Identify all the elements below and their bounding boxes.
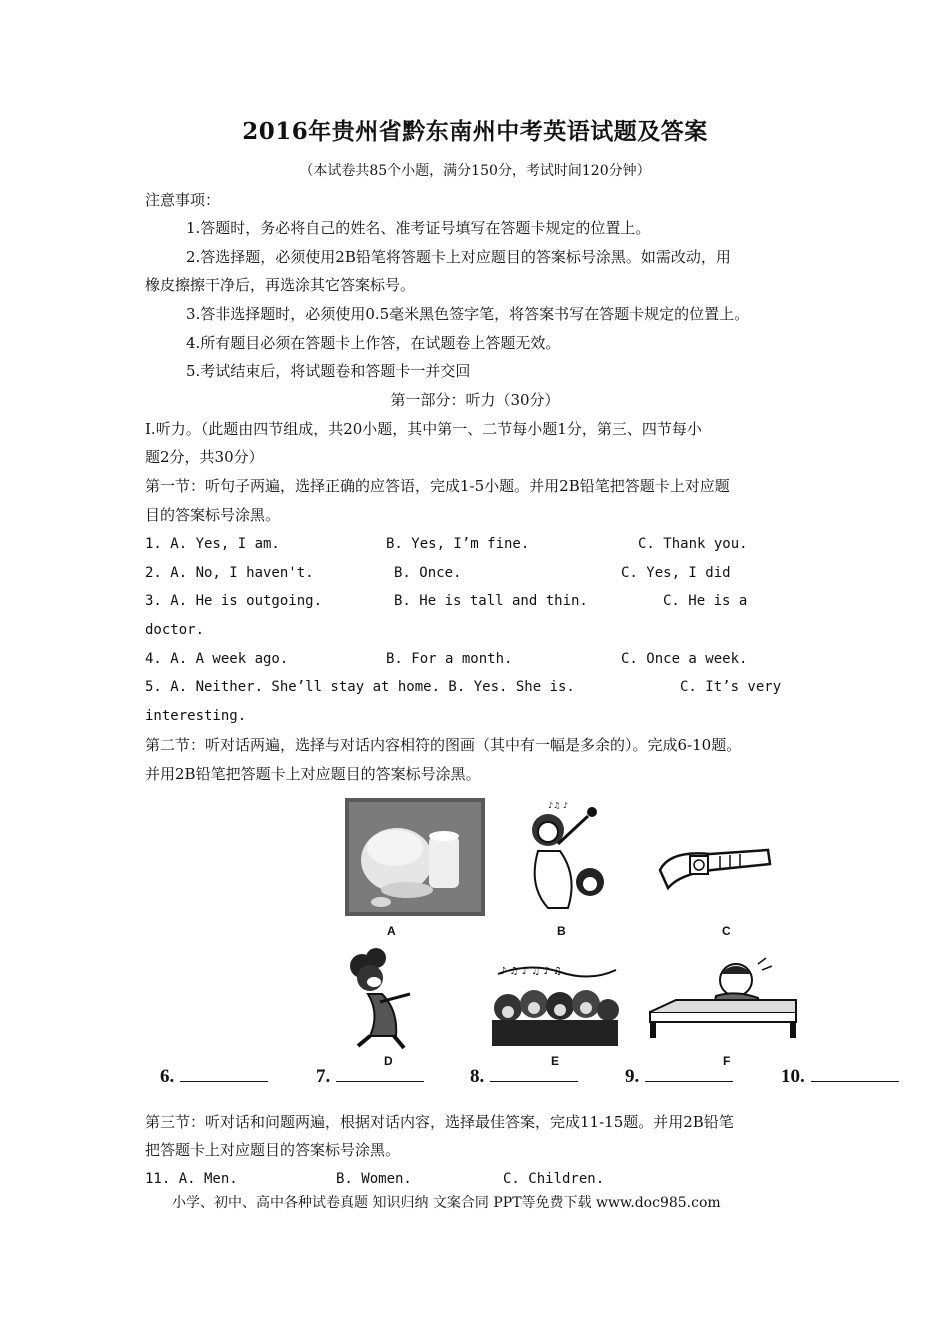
section-intro: Ⅰ.听力。（此题由四节组成，共20小题，其中第一、二节每小题1分，第三、四节每小 <box>145 420 702 438</box>
sec1-intro: 第一节：听句子两遍，选择正确的应答语，完成1-5小题。并用2B铅笔把答题卡上对应题 <box>145 477 730 495</box>
blank-number: 7. <box>316 1066 331 1087</box>
svg-text:♪ ♫ ♪ ♫ ♪ ♫: ♪ ♫ ♪ ♫ ♪ ♫ <box>500 966 562 977</box>
picture-e-choir <box>490 962 620 1048</box>
answer-blank-9[interactable] <box>625 1066 733 1088</box>
q11-option-b: B. Women. <box>336 1171 412 1187</box>
blank-number: 6. <box>160 1066 175 1087</box>
q4-option-a: 4. A. A week ago. <box>145 651 289 667</box>
picture-label: E <box>551 1054 560 1068</box>
q3-option-c-cont: doctor. <box>145 622 205 638</box>
q11-option-a: 11. A. Men. <box>145 1171 238 1187</box>
sec2-intro: 第二节：听对话两遍，选择与对话内容相符的图画（其中有一幅是多余的）。完成6-10题。 <box>145 736 742 754</box>
blank-line <box>490 1067 578 1082</box>
answer-blank-6[interactable] <box>160 1066 268 1088</box>
note-item: 3.答非选择题时，必须使用0.5毫米黑色签字笔，将答案书写在答题卡规定的位置上。 <box>186 305 750 323</box>
picture-a-bread-milk <box>345 798 485 916</box>
sec2-intro: 并用2B铅笔把答题卡上对应题目的答案标号涂黑。 <box>145 765 481 783</box>
q5-option-c-cont: interesting. <box>145 708 247 724</box>
q4-option-b: B. For a month. <box>386 651 513 667</box>
answer-blank-7[interactable] <box>316 1066 424 1088</box>
q3-option-c: C. He is a <box>663 593 748 609</box>
q1-option-a: 1. A. Yes, I am. <box>145 536 280 552</box>
blank-number: 9. <box>625 1066 640 1087</box>
note-item: 橡皮擦擦干净后，再选涂其它答案标号。 <box>145 276 416 294</box>
q2-option-b: B. Once. <box>394 565 462 581</box>
notes-heading: 注意事项： <box>145 191 221 209</box>
picture-label: F <box>723 1054 731 1068</box>
picture-label: A <box>387 924 396 938</box>
blank-number: 8. <box>470 1066 485 1087</box>
note-item: 5.考试结束后，将试题卷和答题卡一并交回 <box>186 362 471 380</box>
picture-f-student-desk <box>646 954 800 1040</box>
sec3-intro: 第三节：听对话和问题两遍，根据对话内容，选择最佳答案，完成11-15题。并用2B铅笔 <box>145 1113 734 1131</box>
page-subtitle: （本试卷共85个小题，满分150分，考试时间120分钟） <box>299 163 651 179</box>
page-title: 2016年贵州省黔东南州中考英语试题及答案 <box>242 118 708 145</box>
page-footer: 小学、初中、高中各种试卷真题 知识归纳 文案合同 PPT等免费下载 www.doc985.com <box>172 1195 721 1211</box>
picture-label: D <box>384 1054 393 1068</box>
blank-line <box>336 1067 424 1082</box>
note-item: 2.答选择题，必须使用2B铅笔将答题卡上对应题目的答案标号涂黑。如需改动，用 <box>186 248 731 266</box>
blank-number: 10. <box>781 1066 805 1087</box>
q1-option-b: B. Yes, I’m fine. <box>386 536 530 552</box>
note-item: 1.答题时，务必将自己的姓名、准考证号填写在答题卡规定的位置上。 <box>186 219 651 237</box>
answer-blank-10[interactable] <box>781 1066 899 1088</box>
section-intro: 题2分，共30分） <box>145 448 264 466</box>
q5-option-c: C. It’s very <box>680 679 782 695</box>
blank-line <box>811 1067 899 1082</box>
q11-option-c: C. Children. <box>503 1171 605 1187</box>
picture-label: B <box>557 924 566 938</box>
part-heading: 第一部分：听力（30分） <box>390 391 560 409</box>
picture-b-singer <box>508 796 618 914</box>
sec1-intro: 目的答案标号涂黑。 <box>145 506 281 524</box>
answer-blank-8[interactable] <box>470 1066 578 1088</box>
q2-option-c: C. Yes, I did <box>621 565 731 581</box>
q3-option-a: 3. A. He is outgoing. <box>145 593 323 609</box>
q1-option-c: C. Thank you. <box>638 536 748 552</box>
svg-text:♪♫ ♪: ♪♫ ♪ <box>548 801 568 810</box>
sec3-intro: 把答题卡上对应题目的答案标号涂黑。 <box>145 1141 401 1159</box>
picture-d-cartoon-mouse <box>340 944 430 1052</box>
blank-line <box>180 1067 268 1082</box>
q4-option-c: C. Once a week. <box>621 651 748 667</box>
note-item: 4.所有题目必须在答题卡上作答，在试题卷上答题无效。 <box>186 334 561 352</box>
blank-line <box>645 1067 733 1082</box>
q3-option-b: B. He is tall and thin. <box>394 593 588 609</box>
q2-option-a: 2. A. No, I haven't. <box>145 565 314 581</box>
q5-options-ab: 5. A. Neither. She’ll stay at home. B. Yes. She is. <box>145 679 575 695</box>
picture-label: C <box>722 924 731 938</box>
picture-c-watch <box>650 830 780 900</box>
